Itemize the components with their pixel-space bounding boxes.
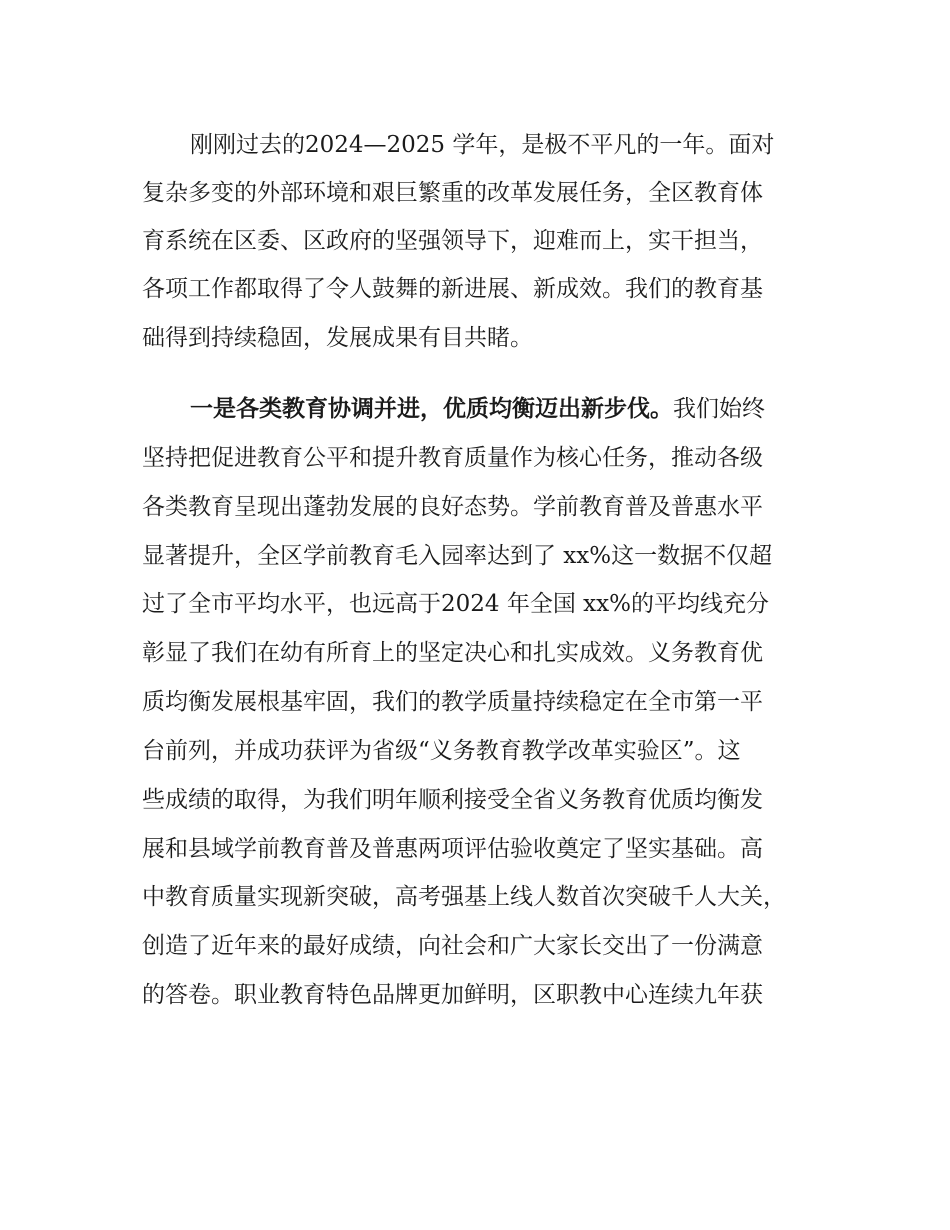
text-line: 坚持把促进教育公平和提升教育质量作为核心任务，推动各级 bbox=[142, 445, 763, 471]
text-line: 显著提升，全区学前教育毛入园率达到了 xx%这一数据不仅超 bbox=[142, 543, 773, 569]
heading-continuation: 我们始终 bbox=[673, 396, 765, 422]
text-line: 彰显了我们在幼有所育上的坚定决心和扎实成效。义务教育优 bbox=[142, 640, 763, 666]
text-line: 创造了近年来的最好成绩，向社会和广大家长交出了一份满意 bbox=[142, 933, 763, 959]
text-line: 育系统在区委、区政府的坚强领导下，迎难而上，实干担当， bbox=[142, 228, 763, 254]
section-heading: 一是各类教育协调并进，优质均衡迈出新步伐。 bbox=[190, 396, 673, 422]
text-line: 复杂多变的外部环境和艰巨繁重的改革发展任务，全区教育体 bbox=[142, 180, 763, 206]
text-line: 质均衡发展根基牢固，我们的教学质量持续稳定在全市第一平 bbox=[142, 689, 763, 715]
text-line: 些成绩的取得，为我们明年顺利接受全省义务教育优质均衡发 bbox=[142, 787, 763, 813]
text-line: 过了全市平均水平，也远高于2024 年全国 xx%的平均线充分 bbox=[142, 591, 769, 617]
text-line: 各项工作都取得了令人鼓舞的新进展、新成效。我们的教育基 bbox=[142, 276, 763, 302]
text-line: 础得到持续稳固，发展成果有目共睹。 bbox=[142, 325, 533, 351]
text-line: 中教育质量实现新突破，高考强基上线人数首次突破千人大关， bbox=[142, 884, 786, 910]
text-line: 台前列，并成功获评为省级“义务教育教学改革实验区”。这 bbox=[142, 738, 741, 764]
text-line: 的答卷。职业教育特色品牌更加鲜明，区职教中心连续九年获 bbox=[142, 982, 763, 1008]
text-line: 各类教育呈现出蓬勃发展的良好态势。学前教育普及普惠水平 bbox=[142, 494, 763, 520]
text-line: 刚刚过去的2024—2025 学年，是极不平凡的一年。面对 bbox=[190, 132, 775, 158]
text-line: 展和县域学前教育普及普惠两项评估验收奠定了坚实基础。高 bbox=[142, 836, 763, 862]
text-line bbox=[190, 394, 765, 424]
